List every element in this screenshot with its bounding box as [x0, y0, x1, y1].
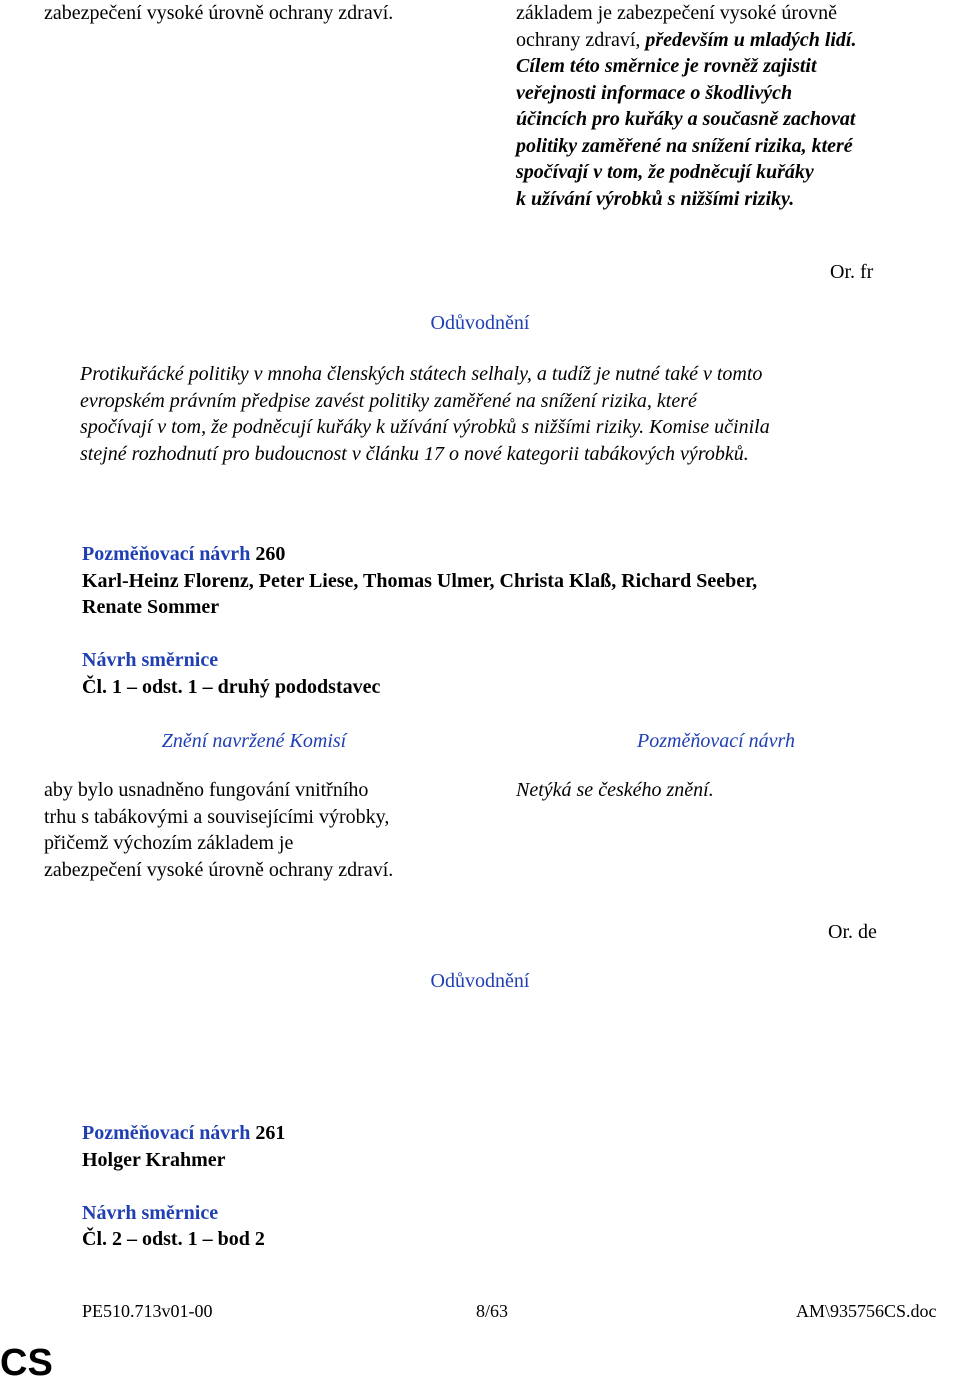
top-left-line: zabezpečení vysoké úrovně ochrany zdraví.	[44, 2, 394, 24]
top-right-bold-line: spočívají v tom, že podněcují kuřáky	[516, 161, 814, 183]
amendment-text: Netýká se českého znění.	[516, 779, 714, 801]
column-heading-commission: Znění navržené Komisí	[161, 730, 347, 752]
top-right-bold-line: veřejnosti informace o škodlivých	[516, 81, 793, 104]
amendment-261-proposal: Návrh směrnice	[82, 1201, 219, 1224]
footer-language-code: CS	[0, 1342, 53, 1384]
amendment-261-header	[82, 1120, 285, 1253]
commission-text	[44, 777, 393, 883]
commission-text-line: trhu s tabákovými a souvisejícími výrobky,	[44, 805, 390, 828]
commission-text-line: zabezpečení vysoké úrovně ochrany zdraví.	[44, 858, 394, 881]
spacer	[82, 621, 757, 648]
amendment-261-title	[82, 1120, 285, 1147]
commission-text-line: aby bylo usnadněno fungování vnitřního	[44, 779, 369, 801]
top-right-bold-line: Cílem této směrnice je rovněž zajistit	[516, 55, 817, 77]
justification-line: stejné rozhodnutí pro budoucnost v článku 17 o nové kategorii tabákových výrobků.	[80, 442, 749, 465]
justification-line: evropském právním předpise zavést politiky zaměřené na snížení rizika, které	[80, 389, 697, 412]
amendment-260-authors-line: Renate Sommer	[82, 596, 220, 618]
original-language-de: Or. de	[828, 921, 877, 943]
top-right-bold-line: politiky zaměřené na snížení rizika, které	[516, 134, 853, 157]
amendment-261-number: 261	[255, 1122, 286, 1144]
commission-text-line: přičemž výchozím základem je	[44, 832, 294, 854]
top-right-bold-line: k užívání výrobků s nižšími riziky.	[516, 187, 795, 210]
amendment-260-authors-line: Karl-Heinz Florenz, Peter Liese, Thomas Ulmer, Christa Klaß, Richard Seeber,	[82, 569, 758, 592]
top-left-text	[44, 0, 393, 27]
amendment-261-article: Čl. 2 – odst. 1 – bod 2	[82, 1228, 265, 1250]
original-language-fr: Or. fr	[830, 261, 874, 283]
amendment-260-header	[82, 541, 757, 700]
amendment-260-number: 260	[255, 543, 286, 565]
amendment-260-article: Čl. 1 – odst. 1 – druhý pododstavec	[82, 675, 381, 698]
amendment-261-author: Holger Krahmer	[82, 1148, 226, 1171]
spacer	[82, 1173, 285, 1200]
justification-text-1	[80, 361, 770, 467]
amendment-260-title	[82, 541, 757, 568]
footer-reference: PE510.713v01-00	[82, 1301, 213, 1321]
top-right-bold-line: účincích pro kuřáky a současně zachovat	[516, 108, 856, 130]
top-right-line: základem je zabezpečení vysoké úrovně	[516, 2, 837, 24]
justification-heading-1: Odůvodnění	[430, 312, 530, 334]
footer-page-number: 8/63	[476, 1301, 509, 1321]
column-heading-amendment: Pozměňovací návrh	[637, 730, 795, 752]
top-right-mixed-plain: ochrany zdraví,	[516, 28, 646, 51]
top-right-text	[516, 0, 856, 212]
justification-heading-2: Odůvodnění	[430, 970, 530, 992]
justification-line: spočívají v tom, že podněcují kuřáky k užívání výrobků s nižšími riziky. Komise učinila	[80, 416, 770, 438]
justification-line: Protikuřácké politiky v mnoha členských státech selhaly, a tudíž je nutné také v tomto	[80, 363, 763, 385]
amendment-260-proposal: Návrh směrnice	[82, 649, 219, 671]
top-right-mixed-bold: především u mladých lidí.	[645, 28, 857, 51]
top-right-mixed-line	[516, 27, 856, 54]
footer-file-name: AM\935756CS.doc	[796, 1301, 937, 1321]
amendment-260-label: Pozměňovací návrh	[82, 543, 251, 565]
amendment-261-label: Pozměňovací návrh	[82, 1122, 251, 1144]
